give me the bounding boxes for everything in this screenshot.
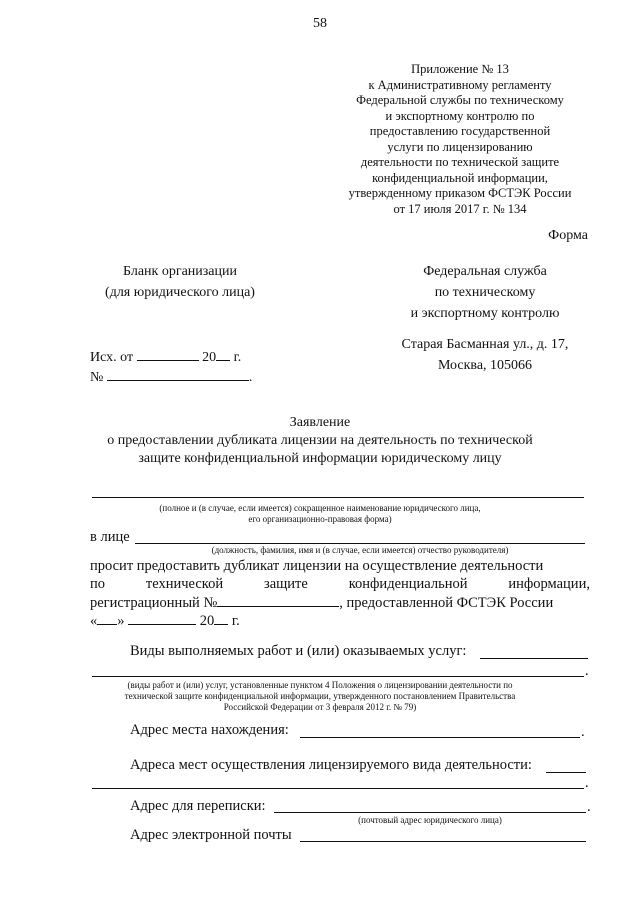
outgoing-number-label: №	[90, 370, 104, 385]
org-blank	[80, 261, 280, 303]
applicant-name-field[interactable]	[92, 497, 584, 498]
outgoing-reference: Исх. от 20 г. № .	[90, 350, 253, 385]
org-blank-line: Бланк организации	[122, 264, 237, 279]
activity-addresses-label: Адреса мест осуществления лицензируемого вида деятельности:	[130, 757, 532, 773]
person-label: в лице	[90, 529, 130, 545]
services-caption: Российской Федерации от 3 февраля 2012 г. № 79)	[223, 702, 417, 712]
applicant-name-caption: (полное и (в случае, если имеется) сокращенное наименование юридического лица,	[159, 503, 481, 513]
request-year-prefix: 20	[199, 613, 215, 629]
appendix-line: Приложение № 13	[411, 62, 509, 76]
services-caption: (виды работ и (или) услуг, установленные пунктом 4 Положения о лицензировании деятельности по	[127, 680, 513, 690]
mailing-caption: (почтовый адрес юридического лица)	[358, 815, 502, 825]
mailing-label: Адрес для переписки:	[130, 798, 266, 814]
person-caption: (должность, фамилия, имя и (в случае, если имеется) отчество руководителя)	[211, 545, 509, 555]
request-line	[90, 594, 553, 612]
outgoing-date-field[interactable]	[137, 360, 199, 361]
request-month-field[interactable]	[128, 624, 196, 625]
quote-close: »	[117, 613, 125, 629]
registration-number-field[interactable]	[217, 606, 339, 607]
outgoing-from-label: Исх. от	[90, 350, 134, 365]
request-year-field[interactable]	[214, 624, 228, 625]
addressee-line: Федеральная служба	[423, 264, 547, 279]
location-field[interactable]	[300, 737, 580, 738]
appendix-line: от 17 июля 2017 г. № 134	[393, 201, 527, 216]
appendix-line: предоставлению государственной	[369, 124, 551, 138]
addressee	[370, 261, 600, 376]
request-year-suffix: г.	[231, 613, 240, 629]
form-label: Форма	[548, 228, 588, 243]
appendix-header	[330, 62, 590, 217]
appendix-line: Федеральной службы по техническому	[356, 93, 564, 107]
applicant-name-caption: его организационно-правовая форма)	[248, 514, 392, 524]
outgoing-year-prefix: 20	[202, 350, 217, 365]
activity-addresses-field[interactable]	[92, 788, 584, 789]
title-line: о предоставлении дубликата лицензии на деятельность по технической	[107, 433, 533, 448]
request-word: технической	[145, 576, 224, 592]
document-title	[0, 414, 640, 468]
quote-open: «	[90, 613, 98, 629]
page-number: 58	[313, 16, 327, 31]
appendix-line: услуги по лицензированию	[387, 139, 533, 154]
outgoing-number-field[interactable]	[107, 380, 249, 381]
appendix-line: утвержденному приказом ФСТЭК России	[348, 186, 572, 200]
addressee-line: и экспортному контролю	[410, 306, 560, 321]
request-line: просит предоставить дубликат лицензии на осуществление деятельности	[90, 558, 544, 574]
services-caption: технической защите конфиденциальной информации, утвержденного постановлением Правительства	[124, 691, 516, 701]
mailing-field[interactable]	[274, 812, 586, 813]
outgoing-year-suffix: г.	[233, 350, 242, 365]
appendix-line: к Административному регламенту	[368, 77, 552, 92]
appendix-line: конфиденциальной информации,	[372, 170, 548, 185]
request-line	[90, 576, 590, 593]
request-word: конфиденциальной	[348, 576, 468, 592]
request-word: по	[90, 576, 106, 592]
addressee-line: по техническому	[434, 285, 536, 300]
email-label: Адрес электронной почты	[130, 827, 292, 843]
title-line: Заявление	[289, 415, 351, 430]
outgoing-year-field[interactable]	[216, 360, 230, 361]
services-label: Виды выполняемых работ и (или) оказываемых услуг:	[130, 643, 467, 659]
location-label: Адрес места нахождения:	[130, 722, 289, 738]
activity-addresses-field[interactable]	[546, 772, 586, 773]
email-field[interactable]	[300, 841, 586, 842]
addressee-address-line: Старая Басманная ул., д. 17,	[401, 337, 569, 352]
request-date	[90, 612, 240, 630]
request-day-field[interactable]	[97, 624, 117, 625]
appendix-line: и экспортному контролю по	[385, 108, 535, 123]
request-word: информации,	[508, 576, 590, 592]
services-field[interactable]	[480, 658, 588, 659]
person-field[interactable]	[135, 543, 585, 544]
registration-label: регистрационный №	[90, 595, 218, 611]
request-word: защите	[263, 576, 308, 592]
request-issued-by: , предоставленной ФСТЭК России	[339, 595, 554, 611]
title-line: защите конфиденциальной информации юридическому лицу	[138, 451, 502, 466]
appendix-line: деятельности по технической защите	[360, 155, 560, 169]
addressee-address-line: Москва, 105066	[437, 358, 533, 373]
org-blank-line: (для юридического лица)	[105, 285, 255, 300]
services-field[interactable]	[92, 676, 584, 677]
